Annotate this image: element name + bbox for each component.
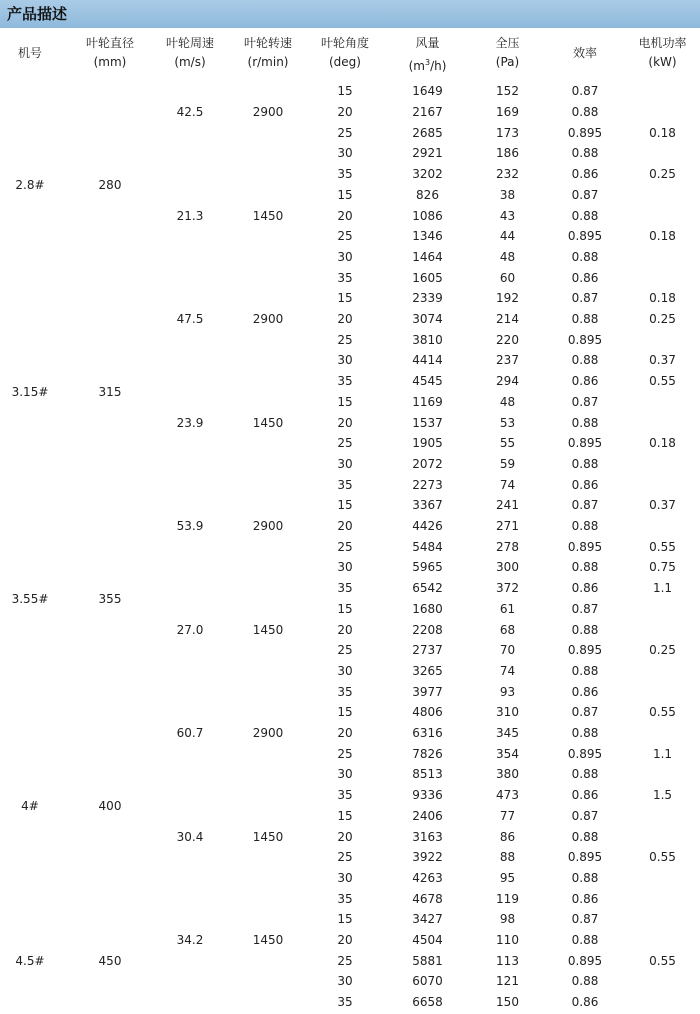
efficiency-cell: 0.88 [571,726,599,741]
power-cell: 0.55 [649,705,676,720]
angle-cell: 30 [337,249,353,264]
angle-cell: 35 [337,477,353,492]
efficiency-cell: 0.895 [567,229,603,244]
airflow-cell: 1680 [412,601,443,616]
angle-cell: 35 [337,788,353,803]
angle-cell: 30 [337,456,353,471]
airflow-cell: 1169 [412,394,443,409]
pressure-cell: 60 [499,270,516,285]
efficiency-cell: 0.88 [571,312,599,327]
angle-cell: 35 [337,270,353,285]
pressure-cell: 68 [499,622,516,637]
efficiency-cell: 0.88 [571,933,599,948]
efficiency-cell: 0.87 [571,84,599,99]
tip-speed-cell: 42.5 [176,105,204,120]
efficiency-cell: 0.87 [571,705,599,720]
efficiency-cell: 0.87 [571,601,599,616]
header-unit: (m/s) [174,55,206,69]
efficiency-cell: 0.895 [567,850,603,865]
angle-cell: 30 [337,353,353,368]
pressure-cell: 294 [496,374,519,389]
pressure-cell: 345 [496,726,519,741]
pressure-cell: 98 [499,912,516,927]
tip-speed-cell: 47.5 [176,312,204,327]
efficiency-cell: 0.88 [571,105,599,120]
efficiency-cell: 0.86 [571,374,599,389]
efficiency-cell: 0.88 [571,146,599,161]
pressure-cell: 121 [496,974,519,989]
efficiency-cell: 0.895 [567,539,603,554]
power-cell: 1.5 [652,788,673,803]
airflow-cell: 5881 [412,953,443,968]
pressure-cell: 70 [499,643,516,658]
diameter-cell: 315 [98,384,122,399]
angle-cell: 35 [337,995,353,1010]
rpm-cell: 1450 [252,208,284,223]
angle-cell: 15 [337,498,353,513]
airflow-cell: 8513 [412,767,443,782]
pressure-cell: 241 [496,498,519,513]
airflow-cell: 4414 [412,353,443,368]
model-cell: 3.15# [11,384,49,399]
angle-cell: 25 [337,332,353,347]
angle-cell: 35 [337,891,353,906]
airflow-cell: 2921 [412,146,443,161]
airflow-cell: 826 [416,187,439,202]
pressure-cell: 152 [496,84,519,99]
angle-cell: 30 [337,146,353,161]
diameter-cell: 400 [98,798,122,813]
header-model [0,44,60,63]
angle-cell: 30 [337,560,353,575]
airflow-cell: 3922 [412,850,443,865]
pressure-cell: 48 [499,394,516,409]
power-cell: 0.55 [649,374,676,389]
efficiency-cell: 0.88 [571,767,599,782]
rpm-cell: 2900 [252,312,284,327]
pressure-cell: 48 [499,249,516,264]
angle-cell: 25 [337,643,353,658]
efficiency-cell: 0.88 [571,870,599,885]
pressure-cell: 53 [499,415,516,430]
efficiency-cell: 0.88 [571,829,599,844]
airflow-cell: 6658 [412,995,443,1010]
pressure-cell: 38 [499,187,516,202]
angle-cell: 25 [337,850,353,865]
pressure-cell: 43 [499,208,516,223]
header-angle [310,34,380,72]
airflow-cell: 4545 [412,374,443,389]
pressure-cell: 74 [499,663,516,678]
angle-cell: 15 [337,705,353,720]
airflow-cell: 1905 [412,436,443,451]
airflow-cell: 1537 [412,415,443,430]
efficiency-cell: 0.86 [571,270,599,285]
efficiency-cell: 0.895 [567,746,603,761]
airflow-cell: 4678 [412,891,443,906]
efficiency-cell: 0.88 [571,353,599,368]
angle-cell: 30 [337,974,353,989]
airflow-cell: 6542 [412,581,443,596]
airflow-cell: 3367 [412,498,443,513]
header-efficiency [545,44,625,63]
tip-speed-cell: 23.9 [176,415,204,430]
power-cell: 0.25 [649,312,676,327]
efficiency-cell: 0.88 [571,519,599,534]
airflow-cell: 2167 [412,105,443,120]
power-cell: 0.55 [649,539,676,554]
angle-cell: 15 [337,84,353,99]
header-label: 全压 [495,36,520,50]
pressure-cell: 150 [496,995,519,1010]
airflow-cell: 9336 [412,788,443,803]
rpm-cell: 2900 [252,105,284,120]
power-cell: 0.37 [649,353,676,368]
pressure-cell: 354 [496,746,519,761]
airflow-cell: 6316 [412,726,443,741]
angle-cell: 25 [337,436,353,451]
angle-cell: 35 [337,167,353,182]
pressure-cell: 44 [499,229,516,244]
header-rpm [233,34,303,72]
page-title: 产品描述 [0,0,700,28]
airflow-cell: 1086 [412,208,443,223]
airflow-cell: 2737 [412,643,443,658]
efficiency-cell: 0.87 [571,808,599,823]
power-cell: 0.18 [649,291,676,306]
header-unit: (mm) [93,55,127,69]
angle-cell: 30 [337,767,353,782]
airflow-cell: 2339 [412,291,443,306]
diameter-cell: 355 [98,591,122,606]
airflow-cell: 5484 [412,539,443,554]
angle-cell: 20 [337,312,353,327]
airflow-cell: 1346 [412,229,443,244]
efficiency-cell: 0.895 [567,953,603,968]
diameter-cell: 280 [98,177,122,192]
efficiency-cell: 0.86 [571,684,599,699]
angle-cell: 30 [337,663,353,678]
airflow-cell: 3427 [412,912,443,927]
angle-cell: 25 [337,125,353,140]
pressure-cell: 232 [496,167,519,182]
power-cell: 0.18 [649,125,676,140]
angle-cell: 35 [337,581,353,596]
header-pressure [470,34,545,72]
efficiency-cell: 0.88 [571,208,599,223]
airflow-cell: 1464 [412,249,443,264]
efficiency-cell: 0.87 [571,394,599,409]
pressure-cell: 88 [499,850,516,865]
airflow-cell: 2072 [412,456,443,471]
header-airflow [390,34,465,76]
efficiency-cell: 0.895 [567,643,603,658]
airflow-cell: 1649 [412,84,443,99]
angle-cell: 20 [337,726,353,741]
pressure-cell: 110 [496,933,519,948]
efficiency-cell: 0.895 [567,332,603,347]
header-unit: (Pa) [495,55,520,69]
efficiency-cell: 0.88 [571,974,599,989]
efficiency-cell: 0.895 [567,125,603,140]
airflow-cell: 4263 [412,870,443,885]
header-diameter [75,34,145,72]
tip-speed-cell: 30.4 [176,829,204,844]
pressure-cell: 300 [496,560,519,575]
header-unit: $(m^3/h)$ [408,58,447,73]
pressure-cell: 113 [496,953,519,968]
efficiency-cell: 0.895 [567,436,603,451]
pressure-cell: 61 [499,601,516,616]
model-cell: 2.8# [15,177,45,192]
efficiency-cell: 0.87 [571,187,599,202]
pressure-cell: 372 [496,581,519,596]
efficiency-cell: 0.86 [571,788,599,803]
airflow-cell: 3977 [412,684,443,699]
tip-speed-cell: 21.3 [176,208,204,223]
efficiency-cell: 0.88 [571,663,599,678]
airflow-cell: 4504 [412,933,443,948]
tip-speed-cell: 27.0 [176,622,204,637]
power-cell: 0.55 [649,953,676,968]
efficiency-cell: 0.88 [571,622,599,637]
header-label: 机号 [17,46,42,60]
rpm-cell: 1450 [252,933,284,948]
airflow-cell: 5965 [412,560,443,575]
pressure-cell: 95 [499,870,516,885]
angle-cell: 15 [337,187,353,202]
angle-cell: 20 [337,622,353,637]
pressure-cell: 119 [496,891,519,906]
angle-cell: 20 [337,415,353,430]
angle-cell: 25 [337,953,353,968]
efficiency-cell: 0.88 [571,456,599,471]
pressure-cell: 77 [499,808,516,823]
spec-table [0,28,700,1014]
pressure-cell: 55 [499,436,516,451]
angle-cell: 15 [337,601,353,616]
angle-cell: 25 [337,229,353,244]
diameter-cell: 450 [98,953,122,968]
model-cell: 3.55# [11,591,49,606]
efficiency-cell: 0.88 [571,560,599,575]
angle-cell: 20 [337,829,353,844]
tip-speed-cell: 60.7 [176,726,204,741]
pressure-cell: 220 [496,332,519,347]
angle-cell: 20 [337,519,353,534]
rpm-cell: 1450 [252,622,284,637]
model-cell: 4.5# [15,953,45,968]
power-cell: 0.75 [649,560,676,575]
rpm-cell: 2900 [252,726,284,741]
angle-cell: 15 [337,394,353,409]
efficiency-cell: 0.86 [571,477,599,492]
header-label: 叶轮周速 [165,36,214,50]
airflow-cell: 3074 [412,312,443,327]
pressure-cell: 173 [496,125,519,140]
airflow-cell: 7826 [412,746,443,761]
power-cell: 0.25 [649,167,676,182]
header-label: 叶轮转速 [243,36,292,50]
header-unit: (deg) [329,55,361,69]
rpm-cell: 2900 [252,519,284,534]
airflow-cell: 4806 [412,705,443,720]
efficiency-cell: 0.87 [571,912,599,927]
efficiency-cell: 0.88 [571,249,599,264]
pressure-cell: 271 [496,519,519,534]
pressure-cell: 278 [496,539,519,554]
rpm-cell: 1450 [252,829,284,844]
header-power [625,34,700,72]
header-unit: (r/min) [247,55,289,69]
airflow-cell: 2208 [412,622,443,637]
rpm-cell: 1450 [252,415,284,430]
header-tip-speed [155,34,225,72]
pressure-cell: 310 [496,705,519,720]
efficiency-cell: 0.88 [571,415,599,430]
efficiency-cell: 0.86 [571,167,599,182]
power-cell: 0.37 [649,498,676,513]
angle-cell: 20 [337,933,353,948]
pressure-cell: 237 [496,353,519,368]
model-cell: 4# [21,798,39,813]
angle-cell: 15 [337,808,353,823]
power-cell: 0.25 [649,643,676,658]
power-cell: 0.18 [649,229,676,244]
angle-cell: 15 [337,912,353,927]
airflow-cell: 3163 [412,829,443,844]
airflow-cell: 1605 [412,270,443,285]
pressure-cell: 473 [496,788,519,803]
header-label: 叶轮直径 [85,36,134,50]
pressure-cell: 380 [496,767,519,782]
airflow-cell: 2273 [412,477,443,492]
angle-cell: 25 [337,539,353,554]
efficiency-cell: 0.87 [571,291,599,306]
pressure-cell: 74 [499,477,516,492]
efficiency-cell: 0.86 [571,581,599,596]
efficiency-cell: 0.86 [571,891,599,906]
airflow-cell: 3810 [412,332,443,347]
angle-cell: 25 [337,746,353,761]
power-cell: 0.18 [649,436,676,451]
header-label: 风量 [415,36,440,50]
angle-cell: 35 [337,374,353,389]
header-label: 叶轮角度 [320,36,369,50]
pressure-cell: 59 [499,456,516,471]
pressure-cell: 214 [496,312,519,327]
airflow-cell: 2406 [412,808,443,823]
angle-cell: 35 [337,684,353,699]
tip-speed-cell: 34.2 [176,933,204,948]
airflow-cell: 3202 [412,167,443,182]
efficiency-cell: 0.86 [571,995,599,1010]
power-cell: 1.1 [652,581,673,596]
pressure-cell: 169 [496,105,519,120]
header-label: 效率 [572,46,597,60]
angle-cell: 20 [337,105,353,120]
airflow-cell: 4426 [412,519,443,534]
angle-cell: 20 [337,208,353,223]
header-label: 电机功率 [638,36,687,50]
pressure-cell: 192 [496,291,519,306]
power-cell: 1.1 [652,746,673,761]
power-cell: 0.55 [649,850,676,865]
airflow-cell: 6070 [412,974,443,989]
airflow-cell: 2685 [412,125,443,140]
pressure-cell: 186 [496,146,519,161]
tip-speed-cell: 53.9 [176,519,204,534]
header-unit: (kW) [648,55,677,69]
pressure-cell: 86 [499,829,516,844]
airflow-cell: 3265 [412,663,443,678]
angle-cell: 15 [337,291,353,306]
pressure-cell: 93 [499,684,516,699]
efficiency-cell: 0.87 [571,498,599,513]
angle-cell: 30 [337,870,353,885]
